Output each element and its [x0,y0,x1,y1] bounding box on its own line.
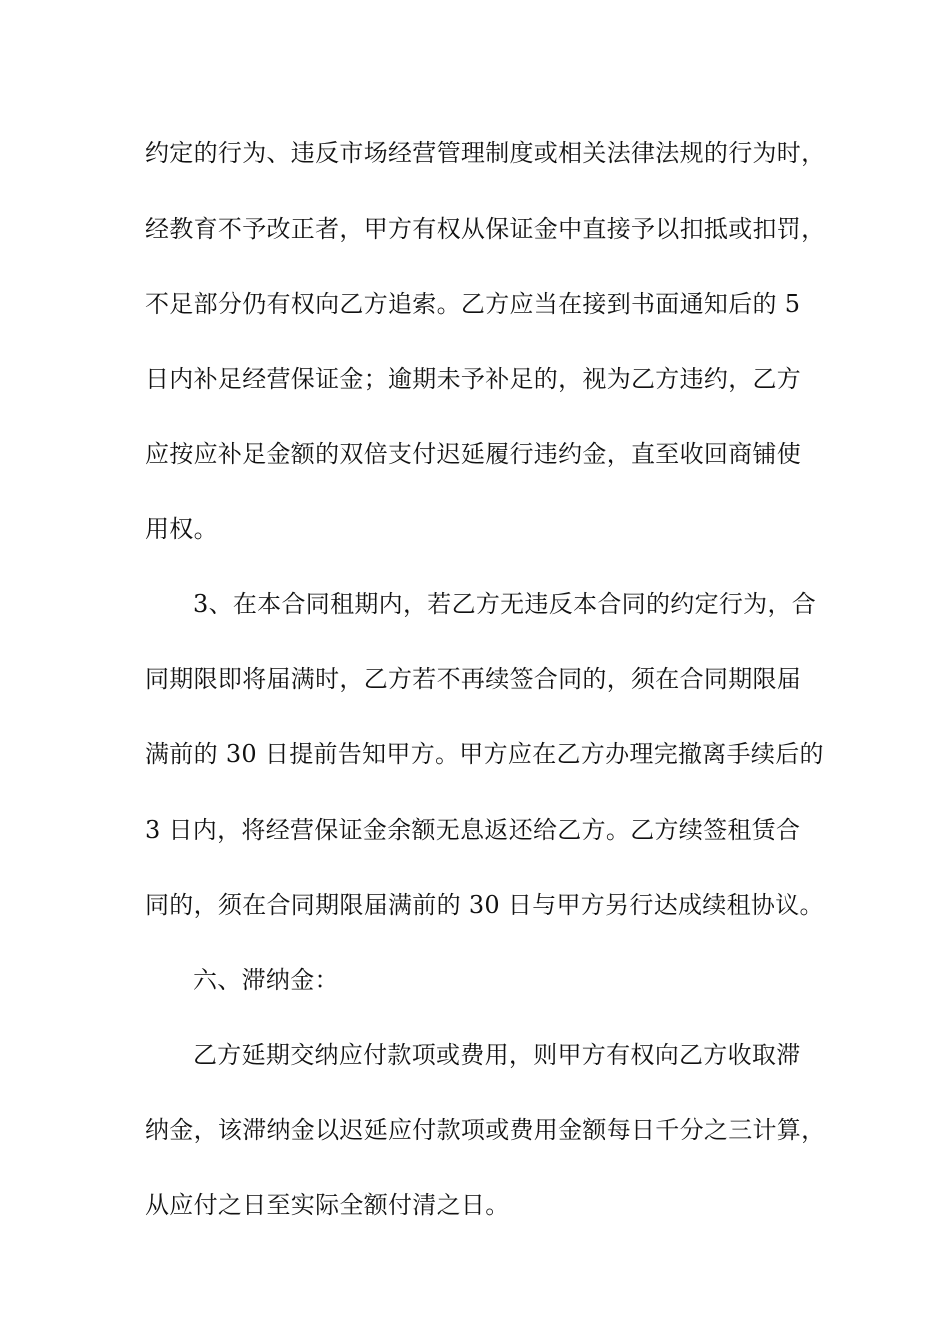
text-line: 满前的 30 日提前告知甲方。甲方应在乙方办理完撤离手续后的 [145,740,824,768]
text-line: 同期限即将届满时，乙方若不再续签合同的，须在合同期限届 [145,665,802,693]
text-line: 用权。 [145,515,218,543]
text-line: 乙方延期交纳应付款项或费用，则甲方有权向乙方收取滞 [193,1041,801,1069]
text-line: 纳金，该滞纳金以迟延应付款项或费用金额每日千分之三计算， [145,1116,826,1144]
paragraph-item-3: 3、在本合同租期内，若乙方无违反本合同的约定行为，合 [193,590,817,618]
text-line: 从应付之日至实际全额付清之日。 [145,1191,510,1219]
text-line: 3 日内，将经营保证金余额无息返还给乙方。乙方续签租赁合 [145,816,801,844]
section-heading-late-fee: 六、滞纳金： [193,966,339,994]
text-line: 应按应补足金额的双倍支付迟延履行违约金，直至收回商铺使 [145,440,802,468]
text-line: 经教育不予改正者，甲方有权从保证金中直接予以扣抵或扣罚， [145,215,826,243]
text-line: 日内补足经营保证金；逾期未予补足的，视为乙方违约，乙方 [145,365,802,393]
text-line: 不足部分仍有权向乙方追索。乙方应当在接到书面通知后的 5 [145,290,801,318]
text-line: 约定的行为、违反市场经营管理制度或相关法律法规的行为时， [145,139,826,167]
text-line: 同的，须在合同期限届满前的 30 日与甲方另行达成续租协议。 [145,891,824,919]
